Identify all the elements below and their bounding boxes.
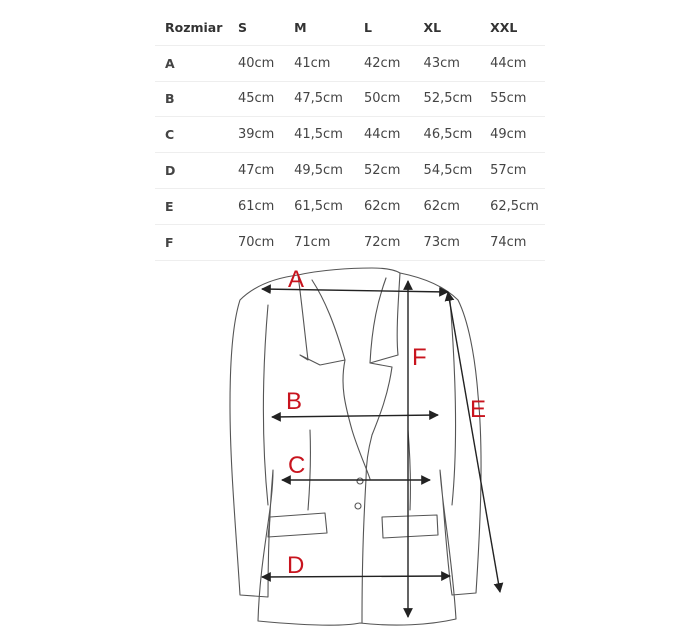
measure-c-label: C [288,452,306,479]
right-lapel-outline [366,273,400,479]
table-cell: 41,5cm [284,117,354,153]
jacket-button [357,478,363,484]
table-cell: 74cm [480,224,545,260]
table-cell: 49,5cm [284,153,354,189]
table-cell: 55cm [480,81,545,117]
table-cell: 44cm [354,117,414,153]
collar-outline [298,268,400,275]
table-cell: 62,5cm [480,188,545,224]
left-sleeve-seam [264,305,269,505]
table-cell: 71cm [284,224,354,260]
measure-e-label: E [470,396,487,423]
header-size-m: M [284,10,354,45]
table-cell: 62cm [414,188,481,224]
table-cell: 39cm [228,117,284,153]
header-rozmiar: Rozmiar [155,10,228,45]
measure-d-label: D [287,552,305,579]
table-cell: 52cm [354,153,414,189]
table-cell: 54,5cm [414,153,481,189]
header-size-l: L [354,10,414,45]
table-header-row [155,10,545,45]
size-table [155,10,545,261]
table-cell: 57cm [480,153,545,189]
table-row [155,45,545,81]
table-cell: 50cm [354,81,414,117]
table-cell: 49cm [480,117,545,153]
measure-b-arrow [272,415,438,417]
table-cell: 40cm [228,45,284,81]
table-cell: 41cm [284,45,354,81]
left-lapel-outline [298,275,370,479]
jacket-measurement-diagram [0,255,700,642]
left-dart [308,430,310,510]
table-cell: 44cm [480,45,545,81]
row-key: C [155,117,228,153]
table-row [155,188,545,224]
jacket-button [355,503,361,509]
table-cell: 62cm [354,188,414,224]
measure-f-label: F [412,344,427,371]
table-cell: 46,5cm [414,117,481,153]
measure-b-label: B [286,388,303,415]
inner-collar-left [312,280,345,360]
jacket-outline [230,268,481,625]
table-cell: 45cm [228,81,284,117]
header-size-xl: XL [414,10,481,45]
table-cell: 52,5cm [414,81,481,117]
measure-a-label: A [288,266,305,293]
table-cell: 43cm [414,45,481,81]
table-cell: 47,5cm [284,81,354,117]
table-cell: 61,5cm [284,188,354,224]
table-cell: 72cm [354,224,414,260]
table-row [155,81,545,117]
row-key: A [155,45,228,81]
left-pocket-flap [268,513,327,537]
header-size-s: S [228,10,284,45]
row-key: B [155,81,228,117]
jacket-body-outline [230,273,481,625]
right-pocket-flap [382,515,438,538]
row-key: D [155,153,228,189]
table-cell: 61cm [228,188,284,224]
row-key: F [155,224,228,260]
table-row [155,117,545,153]
table-cell: 73cm [414,224,481,260]
table-cell: 70cm [228,224,284,260]
table-row [155,153,545,189]
table-cell: 47cm [228,153,284,189]
header-size-xxl: XXL [480,10,545,45]
front-placket [362,479,366,623]
table-cell: 42cm [354,45,414,81]
row-key: E [155,188,228,224]
